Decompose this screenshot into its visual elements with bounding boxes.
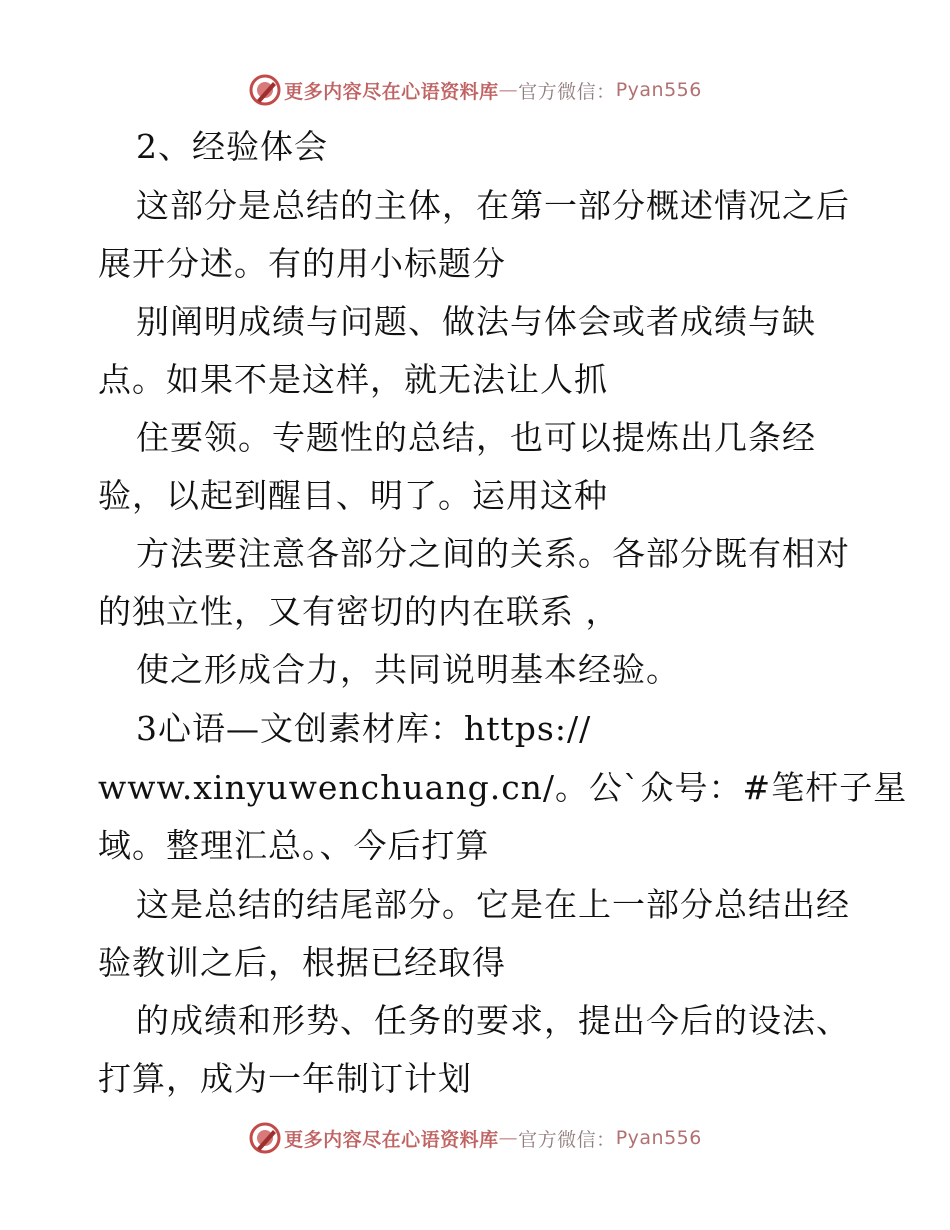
text-line: 这是总结的结尾部分。它是在上一部分总结出经 <box>136 885 850 924</box>
text-line: 点。如果不是这样，就无法让人抓 <box>98 360 608 399</box>
text-line: 展开分述。有的用小标题分 <box>98 244 506 283</box>
footer-watermark <box>0 1118 950 1158</box>
section-heading: 域。整理汇总。、今后打算 <box>98 826 490 865</box>
banner-wechat-id: Pyan556 <box>615 1127 702 1149</box>
text-line: 使之形成合力，共同说明基本经验。 <box>136 650 680 689</box>
pen-logo-icon <box>248 1121 282 1155</box>
text-line: 这部分是总结的主体，在第一部分概述情况之后 <box>136 186 850 225</box>
text-line: 打算，成为一年制订计划 <box>98 1059 472 1098</box>
banner-lead-text: 更多内容尽在心语资料库 <box>284 80 499 103</box>
text-line: 别阐明成绩与问题、做法与体会或者成绩与缺 <box>136 302 816 341</box>
banner-wechat-label: 官方微信： <box>518 1128 616 1151</box>
banner-separator: — <box>498 1127 519 1149</box>
pen-logo-icon <box>248 73 282 107</box>
banner-separator: — <box>498 79 519 101</box>
text-line: 的独立性，又有密切的内在联系 ， <box>98 592 620 631</box>
banner-wechat-id: Pyan556 <box>615 79 702 101</box>
header-watermark <box>0 70 950 110</box>
banner-lead-text: 更多内容尽在心语资料库 <box>284 1128 499 1151</box>
text-line: 方法要注意各部分之间的关系。各部分既有相对 <box>136 534 850 573</box>
section-heading: 2、经验体会 <box>136 127 328 166</box>
text-line: 住要领。专题性的总结，也可以提炼出几条经 <box>136 418 816 457</box>
banner-wechat-label: 官方微信： <box>518 80 616 103</box>
text-line: 3心语—文创素材库：https:// <box>136 709 592 748</box>
text-line: 验教训之后，根据已经取得 <box>98 943 506 982</box>
text-line: 验，以起到醒目、明了。运用这种 <box>98 476 608 515</box>
text-line: 的成绩和形势、任务的要求，提出今后的设法、 <box>136 1001 850 1040</box>
text-line: www.xinyuwenchuang.cn/。公`众号：#笔杆子星 <box>98 768 908 807</box>
